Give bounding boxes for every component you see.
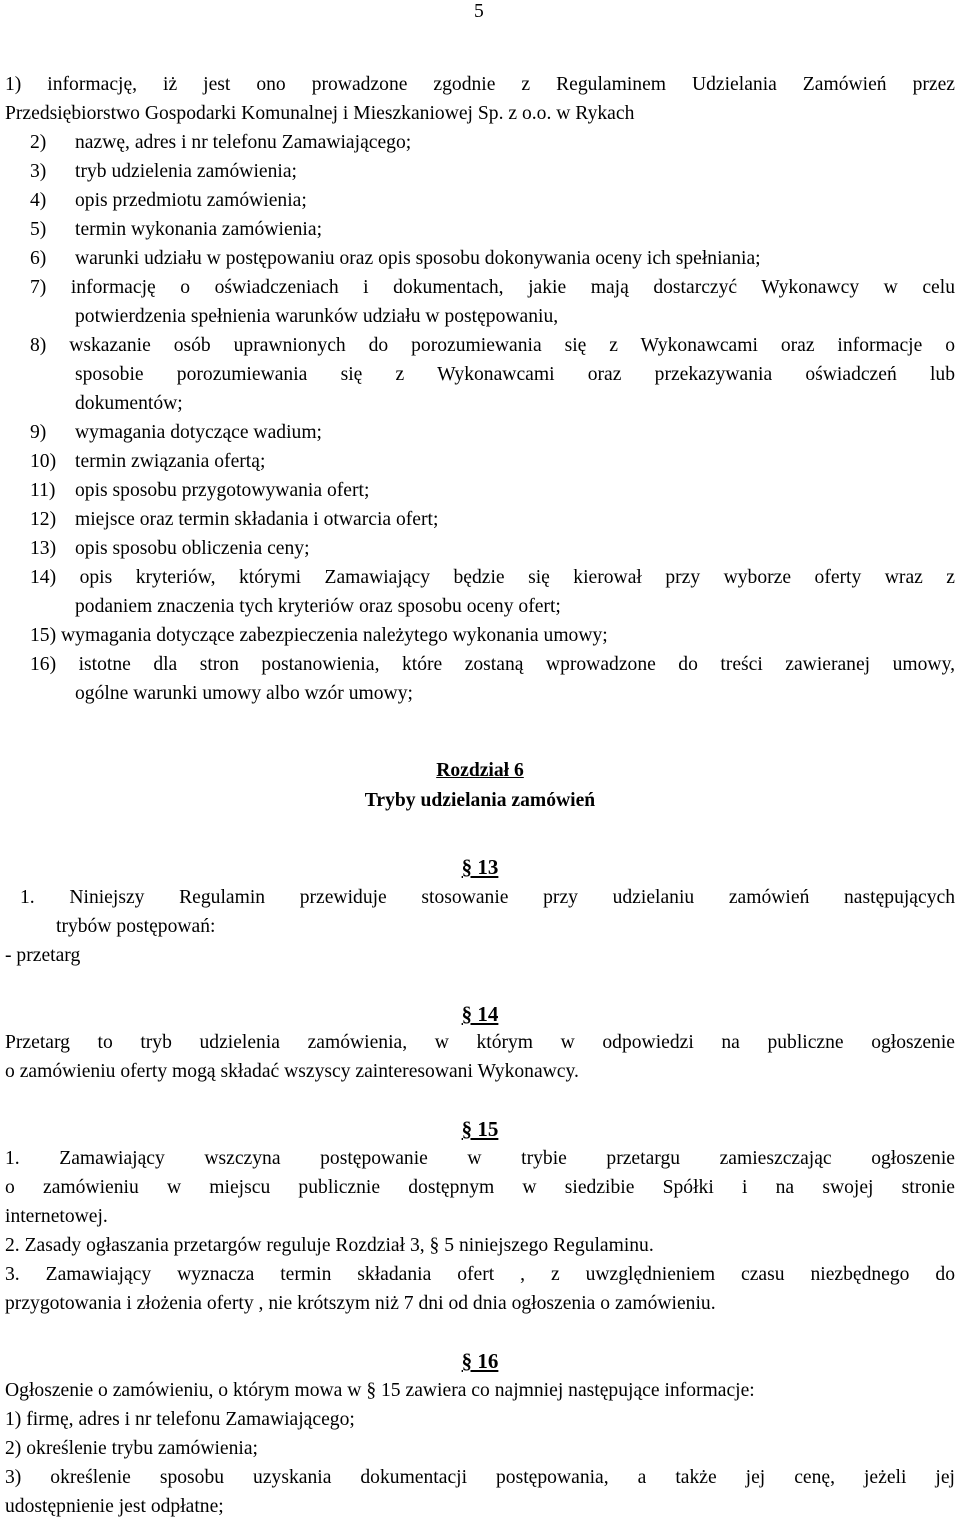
list-item: 2) nazwę, adres i nr telefonu Zamawiającego; bbox=[30, 132, 412, 153]
list-item-8-line-3: dokumentów; bbox=[75, 393, 183, 414]
list-item-1-line-1: 1) informację, iż jest ono prowadzone zgodnie z Regulaminem Udzielania Zamówień przez bbox=[5, 74, 955, 95]
section-13-body bbox=[20, 883, 955, 941]
chapter-title: Tryby udzielania zamówień bbox=[364, 790, 596, 811]
list-item-15: 15) wymagania dotyczące zabezpieczenia należytego wykonania umowy; bbox=[30, 625, 608, 646]
list-item-14-line-1: 14) opis kryteriów, którymi Zamawiający będzie się kierował przy wyborze oferty wraz z bbox=[30, 567, 955, 588]
section-16-intro: Ogłoszenie o zamówieniu, o którym mowa w § 15 zawiera co najmniej następujące informacje: bbox=[5, 1380, 755, 1401]
list-item: 10) termin związania ofertą; bbox=[30, 451, 266, 472]
page-number: 5 bbox=[474, 1, 484, 22]
section-16-body bbox=[5, 1376, 955, 1521]
section-13-sign: § 13 bbox=[461, 855, 499, 879]
section-13-line-2: trybów postępowań: bbox=[56, 916, 216, 937]
list-item-16-line-2: ogólne warunki umowy albo wzór umowy; bbox=[75, 683, 413, 704]
section-15-body bbox=[5, 1144, 955, 1318]
section-14-sign: § 14 bbox=[461, 1002, 499, 1026]
list-item-8-line-2: sposobie porozumiewania się z Wykonawcami oraz przekazywania oświadczeń lub bbox=[75, 364, 955, 385]
list-item-8-line-1: 8) wskazanie osób uprawnionych do porozumiewania się z Wykonawcami oraz informacje o bbox=[30, 335, 955, 356]
list-item-1-line-2: Przedsiębiorstwo Gospodarki Komunalnej i Mieszkaniowej Sp. z o.o. w Rykach bbox=[5, 103, 635, 124]
chapter-number: Rozdział 6 bbox=[436, 760, 524, 781]
section-15-p3-line-2: przygotowania i złożenia oferty , nie krótszym niż 7 dni od dnia ogłoszenia o zamówieniu. bbox=[5, 1293, 716, 1314]
section-15-p3-line-1: 3. Zamawiający wyznacza termin składania ofert , z uwzględnieniem czasu niezbędnego do bbox=[5, 1264, 955, 1285]
list-item-7-line-1: 7) informację o oświadczeniach i dokumentach, jakie mają dostarczyć Wykonawcy w celu bbox=[30, 277, 955, 298]
section-13-line-1: 1. Niniejszy Regulamin przewiduje stosowanie przy udzielaniu zamówień następujących bbox=[20, 887, 955, 908]
list-item: 6) warunki udziału w postępowaniu oraz opis sposobu dokonywania oceny ich spełniania; bbox=[30, 248, 761, 269]
section-15-sign: § 15 bbox=[461, 1117, 499, 1141]
list-item: 9) wymagania dotyczące wadium; bbox=[30, 422, 322, 443]
section-14-body bbox=[5, 1028, 955, 1086]
section-15-p1-line-3: internetowej. bbox=[5, 1206, 108, 1227]
section-16-sign: § 16 bbox=[461, 1349, 499, 1373]
list-item: 3) tryb udzielenia zamówienia; bbox=[30, 161, 297, 182]
document-list-items-2-6 bbox=[30, 128, 955, 708]
section-16-item-3-line-2: udostępnienie jest odpłatne; bbox=[5, 1496, 224, 1517]
document-list-block bbox=[5, 70, 955, 128]
section-16-item-3-line-1: 3) określenie sposobu uzyskania dokumentacji postępowania, a także jej cenę, jeżeli jej bbox=[5, 1467, 955, 1488]
section-15-p1-line-1: 1. Zamawiający wszczyna postępowanie w trybie przetargu zamieszczając ogłoszenie bbox=[5, 1148, 955, 1169]
list-item: 13) opis sposobu obliczenia ceny; bbox=[30, 538, 310, 559]
list-item: 11) opis sposobu przygotowywania ofert; bbox=[30, 480, 370, 501]
list-item-7-line-2: potwierdzenia spełnienia warunków udziału w postępowaniu, bbox=[75, 306, 559, 327]
section-16-item-1: 1) firmę, adres i nr telefonu Zamawiającego; bbox=[5, 1409, 355, 1430]
list-item: 5) termin wykonania zamówienia; bbox=[30, 219, 323, 240]
section-13-line-3: - przetarg bbox=[5, 945, 81, 966]
section-15-p1-line-2: o zamówieniu w miejscu publicznie dostępnym w siedzibie Spółki i na swojej stronie bbox=[5, 1177, 955, 1198]
list-item: 4) opis przedmiotu zamówienia; bbox=[30, 190, 307, 211]
list-item-16-line-1: 16) istotne dla stron postanowienia, które zostaną wprowadzone do treści zawieranej umowy, bbox=[30, 654, 955, 675]
section-15-p2: 2. Zasady ogłaszania przetargów reguluje Rozdział 3, § 5 niniejszego Regulaminu. bbox=[5, 1235, 654, 1256]
section-14-line-2: o zamówieniu oferty mogą składać wszyscy zainteresowani Wykonawcy. bbox=[5, 1061, 579, 1082]
list-item-14-line-2: podaniem znaczenia tych kryteriów oraz sposobu oceny ofert; bbox=[75, 596, 561, 617]
section-16-item-2: 2) określenie trybu zamówienia; bbox=[5, 1438, 258, 1459]
section-14-line-1: Przetarg to tryb udzielenia zamówienia, w którym w odpowiedzi na publiczne ogłoszenie bbox=[5, 1032, 955, 1053]
list-item: 12) miejsce oraz termin składania i otwarcia ofert; bbox=[30, 509, 439, 530]
